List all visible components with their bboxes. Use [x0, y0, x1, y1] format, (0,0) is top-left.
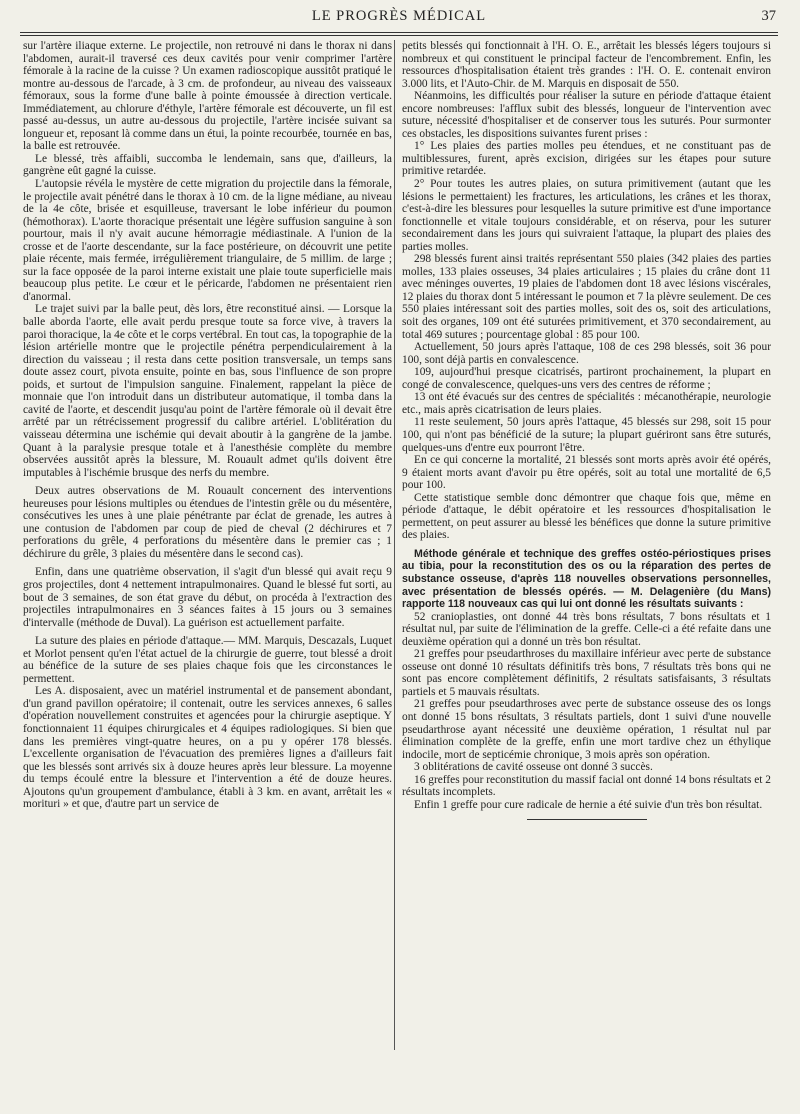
paragraph: L'autopsie révéla le mystère de cette migration du projectile dans la fémorale, le projectile avait pénétré dans le thorax à 10 cm. de la ligne médiane, au niveau de la 4e côte, brisée et esquilleuse, traversant le lobe inférieur du poumon (hémothorax). L'aorte thoracique présentait une légère suffusion sanguine à son pourtour, mais il n'y avait aucune hémorragie médiastinale. A l'union de la crosse et de l'aorte descendante, sur la face postérieure, on découvrit une petite plaie récente, mais fermée, irrégulièrement triangulaire, de 5 millim. de large ; sur la face opposée de la paroi interne existait une plaie toute superficielle mais beaucoup plus petite. Le cœur et le péricarde, l'abdomen ne présentaient rien d'anormal. — [23, 178, 392, 303]
paragraph: Deux autres observations de M. Rouault concernent des interventions heureuses pour lésions multiples ou étendues de l'intestin grêle ou du mésentère, consécutives les unes à une plaie pénétrante par éclat de grenade, les autres à une contusion de l'abdomen par coup de pied de cheval (2 déchirures et 7 perforations du grêle, 4 perforations du mésentère dans le premier cas ; 1 déchirure du grêle, 3 plaies du mésentère dans le second cas). — [23, 485, 392, 560]
paragraph: Cette statistique semble donc démontrer que chaque fois que, même en période d'attaque, le débit opératoire et les ressources d'hospitalisation le permettent, on peut assurer au blessé les bénéfices que donne la suture primitive des plaies. — [402, 491, 771, 542]
column-divider — [394, 40, 395, 1050]
paragraph: sur l'artère iliaque externe. Le projectile, non retrouvé ni dans le thorax ni dans l'abdomen, aurait-il traversé ces deux cavités pour venir comprimer l'artère fémorale à la racine de la cuisse ? Un examen radioscopique aussitôt pratiqué le montre au-dessous de l'arcade, à 3 cm. de profondeur, au niveau des vaisseaux fémoraux, sous la forme d'une balle à pointe émoussée à direction verticale. Immédiatement, au chlorure d'éthyle, l'artère fémorale est découverte, un fil est passé au-dessus, un autre au-dessous du projectile, l'artère incisée suivant sa longueur et, reposant là comme dans un étui, la pointe recourbée, tournée en bas, la balle est retrouvée. — [23, 40, 392, 153]
header-rule-bottom — [20, 35, 778, 36]
paragraph: Le trajet suivi par la balle peut, dès lors, être reconstitué ainsi. — Lorsque la balle aborda l'aorte, elle avait perdu presque toute sa force vive, à travers la paroi thoracique, la 4e côte et le corps vertébral. En tout cas, la topographie de la lésion artérielle montre que le projectile pénétra perpendiculairement à la direction du vaisseau ; il resta dans cette position transversale, un temps sans doute assez court, pivota ensuite, pointe en bas, sous l'influence de son propre poids, et surtout de l'impulsion sanguine. Finalement, rappelant la pièce de monnaie que l'on introduit dans un distributeur automatique, il tomba dans la cavité de l'aorte, et descendit jusqu'au point de l'artère fémorale où il devait être arrêté par un rétrécissement progressif du calibre artériel. L'oblitération du vaisseau détermina une ischémie qui devait aboutir à la gangrène de la jambe. Quant à la paralysie presque totale et à l'anesthésie complète du membre observées aussitôt après la blessure, M. Rouault admet qu'ils doivent être imputables à l'ischémie brusque des nerfs du membre. — [23, 303, 392, 479]
paragraph: Enfin 1 greffe pour cure radicale de hernie a été suivie d'un très bon résultat. — [414, 798, 763, 811]
page-number: 37 — [761, 8, 776, 24]
end-rule — [527, 819, 647, 820]
paragraph: Néanmoins, les difficultés pour réaliser la suture en période d'attaque étaient encore nombreuses: l'afflux subit des blessés, longueur de l'intervention avec suture, nécessité d'hospitaliser et de conserver tous les suturés. Pour surmonter ces obstacles, les dispositions suivantes furent prises : — [402, 90, 771, 140]
running-header — [20, 6, 778, 32]
right-column — [402, 40, 771, 820]
paragraph: petits blessés qui fonctionnait à l'H. O. E., arrêtait les blessés légers toujours si nombreux et qui constituent le principal facteur de l'encombrement. Enfin, les ressources d'hospitalisation étaient très grandes : l'H. O. E. contenait environ 3.000 lits, et l'Auto-Chir. de M. Marquis en disposait de 550. — [402, 40, 771, 90]
paragraph: 13 ont été évacués sur des centres de spécialités : mécanothérapie, neurologie etc., mais après cicatrisation de leurs plaies. — [402, 391, 771, 416]
left-column — [23, 40, 392, 811]
paragraph: 2° Pour toutes les autres plaies, on sutura primitivement (autant que les lésions le permettaient) les fractures, les articulations, les crânes et les thorax, c'est-à-dire les blessures pour lesquelles la suture primitive est d'une importance fonctionnelle et vitale toujours considérable, et on réserva, pour les suturer secondairement dans les jours qui suivraient l'attaque, la plupart des plaies des parties molles. — [402, 178, 771, 253]
paragraph: 298 blessés furent ainsi traités représentant 550 plaies (342 plaies des parties molles, 133 plaies osseuses, 34 plaies articulaires ; 15 plaies du crâne dont 11 avec méninges ouvertes, 19 plaies de l'abdomen dont 18 avec lésions viscérales, 12 plaies du thorax dont 5 intéressant le poumon et 7 la plèvre seulement. De ces 550 plaies intéressant soit des parties molles, soit des os, soit des articulations, soit des organes, 109 ont été suturées primitivement, et 370 secondairement, au total 469 sutures ; pourcentage global : 85 pour 100. — [402, 253, 771, 341]
paragraph: Les A. disposaient, avec un matériel instrumental et de pansement abondant, d'un grand pavillon opératoire; il contenait, outre les services annexes, 6 salles d'opération nouvellement construites et agencées pour la chirurgie aseptique. Y fonctionnaient 11 équipes chirurgicales et 4 équipes radiologiques. Si bien que dans les premières vingt-quatre heures, on a pu y opérer 178 blessés. L'excellente organisation de l'évacuation des premières lignes a d'ailleurs fait que les blessés sont arrivés six à douze heures après leur blessure. La moyenne du temps écoulé entre la blessure et l'intervention a été de douze heures. Ajoutons qu'un groupement d'ambulance, établi à 3 km. en avant, arrêtait les « morituri » et que, d'autre part un service de — [23, 685, 392, 811]
paragraph: Actuellement, 50 jours après l'attaque, 108 de ces 298 blessés, soit 36 pour 100, sont déjà partis en convalescence. — [402, 341, 771, 366]
section-heading-greffes: Méthode générale et technique des greffes ostéo-périostiques prises au tibia, pour la reconstitution des os ou la réparation des pertes de substance osseuse, d'après 118 nouvelles observations personnelles, avec présentation de blessés opérés. — M. Delagenière (du Mans) rapporte 118 nouveaux cas qui lui ont donné les résultats suivants : — [402, 547, 771, 611]
paragraph: Le blessé, très affaibli, succomba le lendemain, sans que, d'ailleurs, la gangrène eût gagné la cuisse. — [23, 152, 392, 178]
paragraph: Enfin, dans une quatrième observation, il s'agit d'un blessé qui avait reçu 9 gros projectiles, dont 4 nettement intrapulmonaires. Quand le blessé fut sorti, au bout de 3 semaines, de son état grave du début, on procéda à l'extraction des projectiles intrapulmonaires en 3 séances faites à 15 jours ou 3 semaines d'intervalle (méthode de Duval). La guérison est actuellement parfaite. — [23, 566, 392, 629]
paragraph: 1° Les plaies des parties molles peu étendues, et ne constituant pas de multiblessures, furent, après excision, dirigées sur les étapes pour suture primitive retardée. — [402, 140, 771, 178]
section-heading-suture: La suture des plaies en période d'attaque.— MM. Marquis, Descazals, Luquet et Morlot pensent qu'en l'état actuel de la chirurgie de guerre, tout blessé a droit au bénéfice de la suture de ses plaies chaque fois que les circonstances le permettent. — [23, 635, 392, 685]
paragraph: 21 greffes pour pseudarthroses du maxillaire inférieur avec perte de substance osseuse ont donné 10 résultats définitifs très bons, 7 résultats très bons qui ne sont pas encore complètement définitifs, 2 résultats satisfaisants, 3 résultats partiels et 5 mauvais résultats. — [402, 648, 771, 698]
header-rule-top — [20, 32, 778, 33]
paragraph: 109, aujourd'hui presque cicatrisés, partiront prochainement, la plupart en congé de convalescence, quelques-uns vers des centres de réforme ; — [402, 366, 771, 391]
paragraph: En ce qui concerne la mortalité, 21 blessés sont morts après avoir été opérés, 9 étaient morts avant d'avoir pu être opérés, soit au total une mortalité de 6,5 pour 100. — [402, 454, 771, 492]
paragraph: 11 reste seulement, 50 jours après l'attaque, 45 blessés sur 298, soit 15 pour 100, qui n'ont pas bénéficié de la suture; la plupart guériront sans être suturés, quelques-uns d'entre eux pourront l'être. — [402, 416, 771, 454]
paragraph: 16 greffes pour reconstitution du massif facial ont donné 14 bons résultats et 2 résultats incomplets. — [402, 773, 771, 799]
paragraph: 3 oblitérations de cavité osseuse ont donné 3 succès. — [414, 761, 653, 774]
paragraph: 52 cranioplasties, ont donné 44 très bons résultats, 7 bons résultats et 1 résultat nul, par suite de l'élimination de la greffe. Celle-ci a été refaite dans une deuxième opération qui a donné un très bon résultat. — [402, 610, 771, 648]
paragraph: 21 greffes pour pseudarthroses avec perte de substance osseuse des os longs ont donné 15 bons résultats, 3 résultats partiels, dont 1 suivi d'une nouvelle pseudarthrose ayant nécessité une deuxième opération, 1 résultat nul par élimination complète de la greffe, enfin une mort tardive chez un éthylique indocile, mort de septicémie chronique, 3 mois après son opération. — [402, 698, 771, 761]
journal-title: LE PROGRÈS MÉDICAL — [311, 8, 487, 24]
